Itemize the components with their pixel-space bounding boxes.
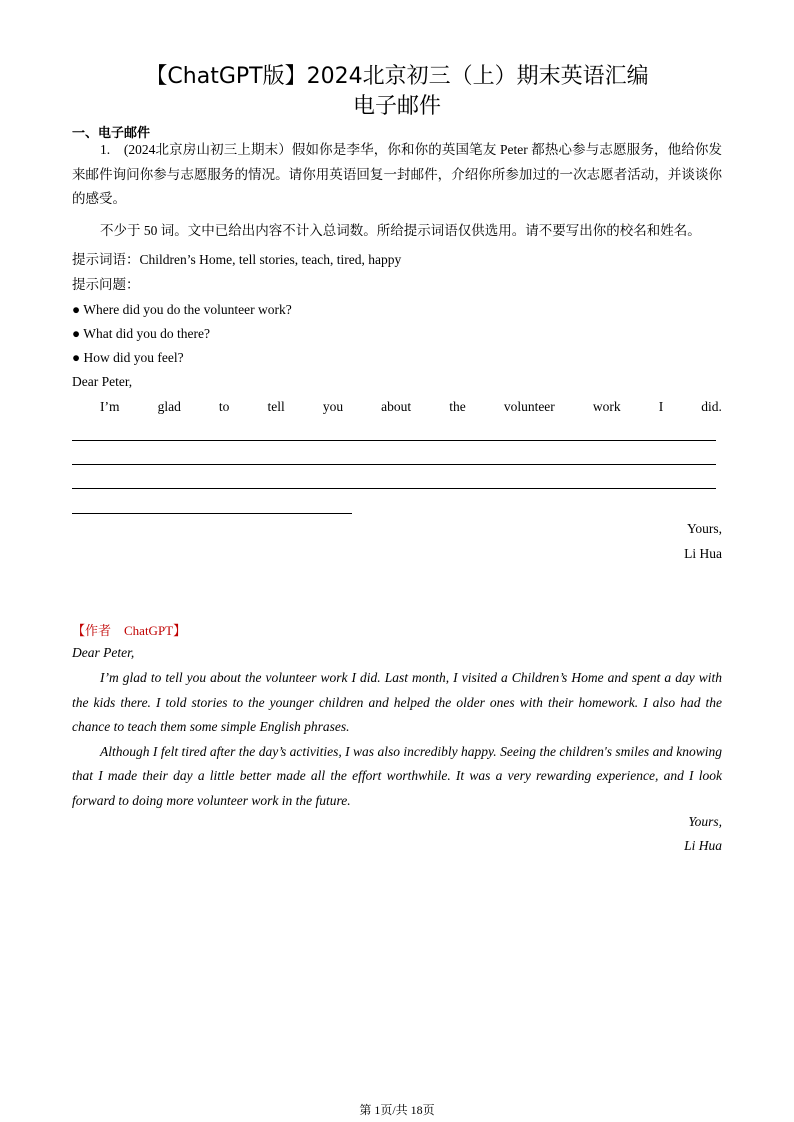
answer-body <box>72 666 722 813</box>
answer-paragraph: I’m glad to tell you about the volunteer work I did. Last month, I visited a Children’s Home and spent a day with the kids there. I told stories to the younger children and helped the older ones with their homework. I also had the chance to teach them some simple English phrases. <box>72 670 722 734</box>
writing-line[interactable] <box>72 440 716 441</box>
page-number: 第 1页/共 18页 <box>359 1103 435 1117</box>
opening-word: tell <box>267 399 285 414</box>
hint-question: ● What did you do there? <box>72 326 210 341</box>
question-text: 1. (2024北京房山初三上期末）假如你是李华，你和你的英国笔友 Peter 都热心参与志愿服务，他给你发来邮件询问你参与志愿服务的情况。请你用英语回复一封邮件，介绍你所参加过的一次志愿者活动，并谈谈你的感受。 <box>72 142 722 206</box>
question-paragraph <box>72 138 722 212</box>
opening-word: to <box>218 399 230 414</box>
document-title: 【ChatGPT版】2024北京初三（上）期末英语汇编 <box>145 64 649 89</box>
answer-signature: Li Hua <box>684 838 722 853</box>
opening-word: I’m <box>100 399 120 414</box>
question-signature: Li Hua <box>684 546 722 561</box>
writing-line[interactable] <box>72 513 352 514</box>
document-subtitle: 电子邮件 <box>352 94 441 119</box>
opening-word: I <box>658 399 664 414</box>
hint-question: ● How did you feel? <box>72 350 184 365</box>
hint-question: ● Where did you do the volunteer work? <box>72 302 292 317</box>
writing-line[interactable] <box>72 464 716 465</box>
requirement-text: 不少于 50 词。文中已给出内容不计入总词数。所给提示词语仅供选用。请不要写出你的校名和姓名。 <box>100 223 701 238</box>
opening-word: you <box>322 399 344 414</box>
answer-salutation: Dear Peter, <box>72 645 135 660</box>
opening-word: did. <box>701 399 722 414</box>
hint-questions-label: 提示问题： <box>72 277 140 292</box>
answer-paragraph: Although I felt tired after the day’s activities, I was also incredibly happy. Seeing the children's smiles and knowing that I made their day a little better made all the effort worthwhile. It was a very rewarding experience, and I look forward to doing more volunteer work in the future. <box>72 743 722 808</box>
answer-closing: Yours, <box>688 814 722 829</box>
opening-word: volunteer <box>503 399 555 414</box>
author-label: 【作者 ChatGPT】 <box>72 623 187 638</box>
question-closing: Yours, <box>686 521 722 536</box>
opening-word: work <box>592 399 621 414</box>
question-salutation: Dear Peter, <box>72 374 133 389</box>
opening-sentence <box>100 399 722 415</box>
section-heading: 一、电子邮件 <box>72 126 151 141</box>
opening-word: the <box>449 399 466 414</box>
hint-words: 提示词语：Children’s Home, tell stories, teach, tired, happy <box>72 252 402 267</box>
opening-word: glad <box>157 399 181 414</box>
writing-line[interactable] <box>72 488 716 489</box>
opening-word: about <box>381 399 412 414</box>
